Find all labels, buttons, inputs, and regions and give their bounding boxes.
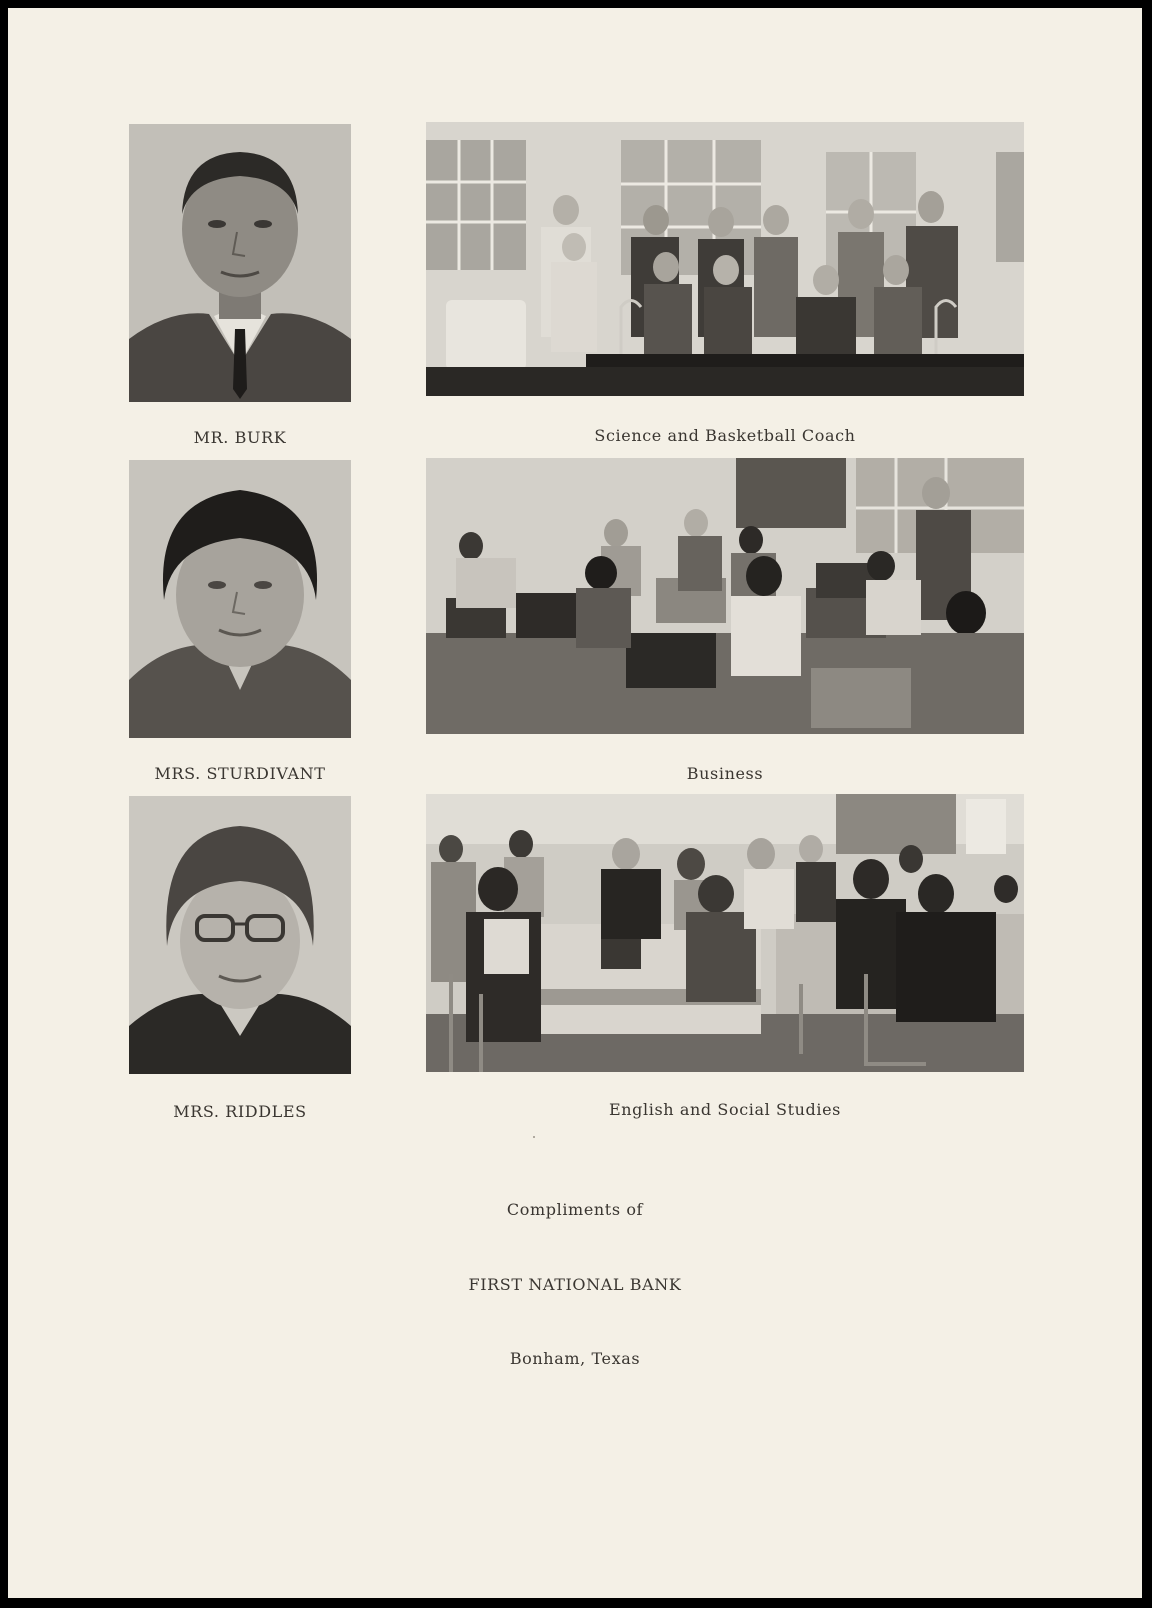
footer-compliments: Compliments of	[506, 1200, 644, 1219]
page-speck	[533, 1136, 535, 1138]
group-photo-science-class	[426, 122, 1024, 396]
portrait-photo-mrs-sturdivant	[129, 460, 351, 738]
portrait-photo-mrs-riddles	[129, 796, 351, 1074]
group-caption-2: Business	[686, 764, 764, 783]
footer-bank-name: FIRST NATIONAL BANK	[468, 1275, 682, 1294]
group-caption-1: Science and Basketball Coach	[594, 426, 856, 445]
group-photo-english-class	[426, 794, 1024, 1072]
footer-location: Bonham, Texas	[509, 1349, 641, 1368]
yearbook-page	[8, 8, 1142, 1598]
portrait-caption-1: MR. BURK	[193, 428, 287, 447]
portrait-caption-3: MRS. RIDDLES	[173, 1102, 307, 1121]
portrait-caption-2: MRS. STURDIVANT	[154, 764, 326, 783]
portrait-photo-mr-burk	[129, 124, 351, 402]
group-photo-business-class	[426, 458, 1024, 734]
group-caption-3: English and Social Studies	[609, 1100, 841, 1119]
